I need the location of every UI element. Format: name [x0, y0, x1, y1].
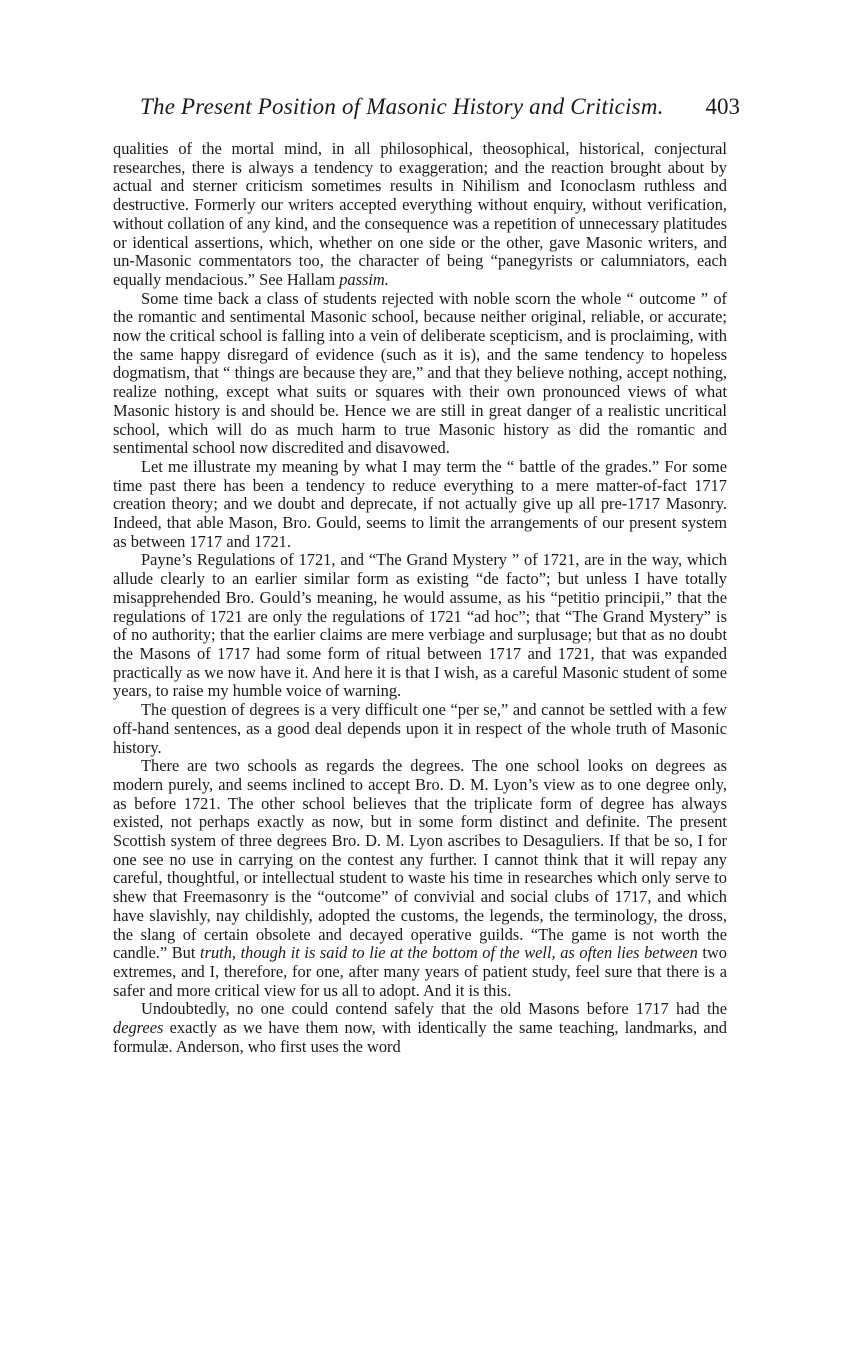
- article-body: [113, 140, 727, 1056]
- italic-text: passim.: [339, 269, 389, 289]
- paragraph: [113, 140, 727, 290]
- paragraph-text: two extremes, and I, therefore, for one, after many years of patient study, feel sure that there is a safer and more critical view for us all to adopt. And it is this.: [113, 943, 727, 1000]
- paragraph-text: Let me illustrate my meaning by what I may term the “ battle of the grades.” For some time past there has been a tendency to reduce everything to a mere matter-of-fact 1717 creation theory; and we doubt and deprecate, if not actually give up all pre-1717 Masonry. Indeed, that able Mason, Bro. Gould, seems to limit the arrangements of our present system as between 1717 and 1721.: [113, 456, 727, 551]
- paragraph-text: Some time back a class of students rejected with noble scorn the whole “ outcome ” of the romantic and sentimental Masonic school, because neither original, reliable, or accurate; now the critical school is falling into a vein of deliberate scepticism, and is proclaiming, with the same happy disregard of evidence (such as it is), and the same tendency to hopeless dogmatism, that “ things are because they are,” and that they believe nothing, accept nothing, realize nothing, except what suits or squares with their own pronounced views of what Masonic history is and should be. Hence we are still in great danger of a realistic uncritical school, which will do as much harm to true Masonic history as did the romantic and sentimental school now discredited and disavowed.: [113, 288, 727, 458]
- paragraph: [113, 701, 727, 757]
- paragraph: [113, 551, 727, 701]
- paragraph-text: Payne’s Regulations of 1721, and “The Grand Mystery ” of 1721, are in the way, which allude clearly to an earlier similar form as existing “de facto”; but unless I have totally misapprehended Bro. Gould’s meaning, he would assume, as his “petitio principii,” that the regulations of 1721 are only the regulations of 1721 “ad hoc”; that “The Grand Mystery” is of no authority; that the earlier claims are mere verbiage and surplusage; but that as no doubt the Masons of 1717 had some form of ritual between 1717 and 1721, that was expanded practically as we now have it. And here it is that I wish, as a careful Masonic student of some years, to raise my humble voice of warning.: [113, 550, 727, 701]
- paragraph: [113, 1000, 727, 1056]
- paragraph-text: There are two schools as regards the degrees. The one school looks on degrees as modern purely, and seems inclined to accept Bro. D. M. Lyon’s view as to one degree only, as before 1721. The other school believes that the triplicate form of degree has always existed, not perhaps exactly as now, but in some form distinct and definite. The present Scottish system of three degrees Bro. D. M. Lyon ascribes to Desaguliers. If that be so, I for one see no use in carrying on the contest any further. I cannot think that it will repay any careful, thoughtful, or intellectual student to waste his time in researches which only serve to shew that Freemasonry is the “outcome” of convivial and social clubs of 1717, and which have slavishly, nay childishly, adopted the customs, the legends, the terminology, the dross, the slang of certain obsolete and decayed operative guilds. “The game is not worth the candle.” But: [113, 756, 727, 963]
- page-number: 403: [705, 94, 740, 119]
- paragraph-text: qualities of the mortal mind, in all philosophical, theosophical, historical, conjectural researches, there is always a tendency to exaggeration; and the reaction brought about by actual and sterner criticism sometimes results in Nihilism and Iconoclasm ruthless and destructive. Formerly our writers accepted everything without enquiry, without verification, without collation of any kind, and the consequence was a repetition of unnecessary platitudes or identical assertions, which, whether on one side or the other, gave Masonic writers, and un-Masonic commentators too, the character of being “panegyrists or calumniators, each equally mendacious.” See Hallam: [113, 139, 727, 289]
- running-title: The Present Position of Masonic History and Criticism.: [140, 94, 664, 119]
- italic-text: truth, though it is said to lie at the bottom of the well, as often lies between: [200, 943, 698, 963]
- running-head: [140, 94, 740, 128]
- paragraph: [113, 290, 727, 458]
- paragraph-text: exactly as we have them now, with identically the same teaching, landmarks, and formulæ. Anderson, who first uses the word: [113, 1018, 727, 1056]
- paragraph-text: Undoubtedly, no one could contend safely that the old Masons before 1717 had the: [141, 999, 727, 1019]
- paragraph-text: The question of degrees is a very difficult one “per se,” and cannot be settled with a few off-hand sentences, as a good deal depends upon it in respect of the whole truth of Masonic history.: [113, 700, 727, 757]
- paragraph: [113, 757, 727, 1000]
- italic-text: degrees: [113, 1018, 164, 1038]
- paragraph: [113, 458, 727, 552]
